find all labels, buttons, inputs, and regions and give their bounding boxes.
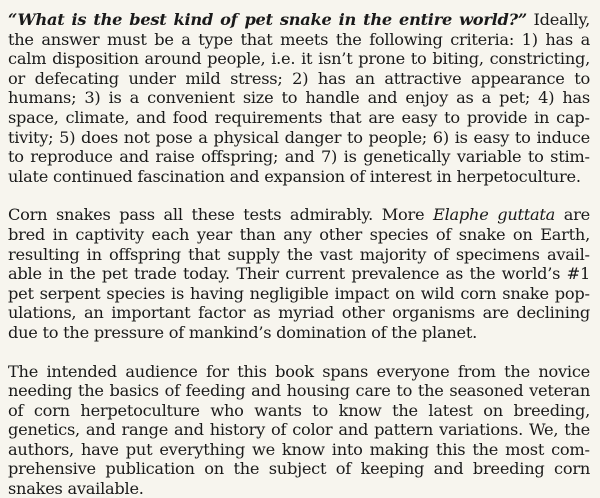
species-name: Elaphe guttata [433,205,556,225]
lead-question: “What is the best kind of pet snake in the entire world?” [8,10,527,29]
audience-text: The intended audience for this book spans everyone from the novice needing the basics of feeding and housing care to the seasoned veteran of corn herpetoculture who wants to know the latest on breeding, genetics, and range and history of color and pattern variations. We, the authors, have put everything we know into making this the most comprehensive publication on the subject of keeping and breeding corn snakes available. [8,361,590,498]
paragraph-corn-snakes [8,205,590,342]
paragraph-audience [8,362,590,498]
paragraph-criteria [8,10,590,186]
corn-snakes-text-end: are bred in captivity each year than any other species of snake on Earth, resulting in offspring that supply the vast majority of specimens available in the pet trade today. Their current prevalence as the world’s #1 pet serpent species is having negligible impact on wild corn snake populations, an important factor as myriad other organisms are declining due to the pressure of mankind’s domination of the planet. [8,205,590,342]
criteria-text: Ideally, the answer must be a type that meets the following criteria: 1) has a calm disposition around people, i.e. it isn’t prone to biting, constricting, or defecating under mild stress; 2) has an attractive appearance to humans; 3) is a convenient size to handle and enjoy as a pet; 4) has space, climate, and food requirements that are easy to provide in captivity; 5) does not pose a physical danger to people; 6) is easy to induce to reproduce and raise offspring; and 7) is genetically variable to stimulate continued fascination and expansion of interest in herpetoculture. [8,10,590,186]
corn-snakes-text-start: Corn snakes pass all these tests admirably. More [8,205,434,225]
